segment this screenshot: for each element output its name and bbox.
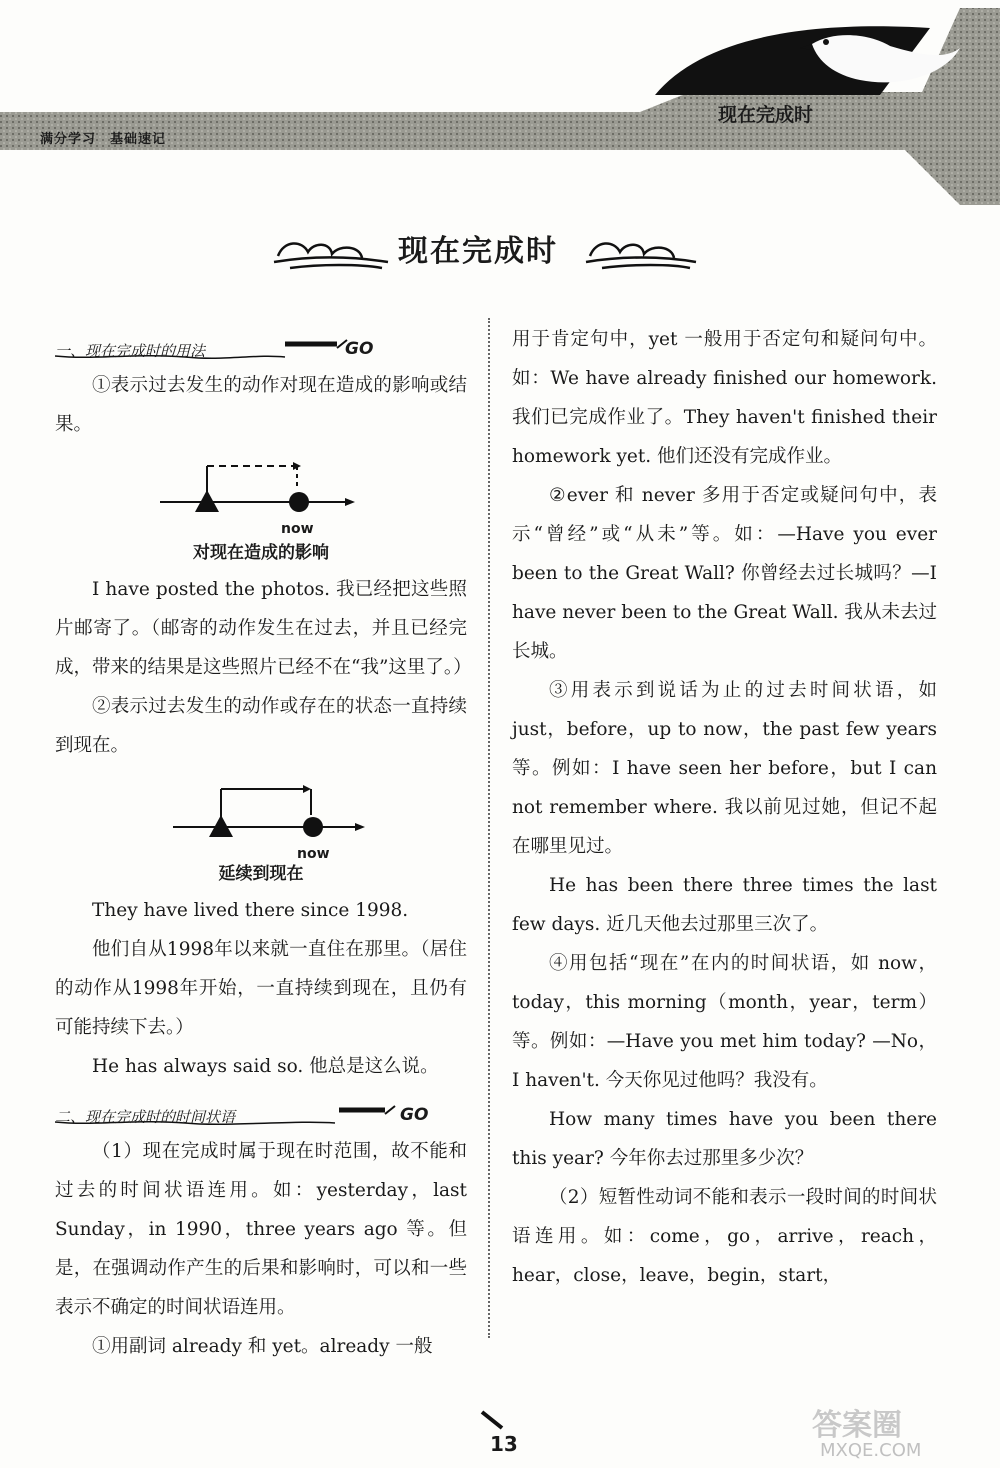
timeline-now-label: now xyxy=(281,521,314,537)
paragraph: ④用包括“现在”在内的时间状语，如 now，today，this morning（month，year，term）等。例如：—Have you met him today? —No，I haven't. 今天你见过他吗？我没有。 xyxy=(512,953,937,1091)
watermark-url: MXQE.COM xyxy=(820,1440,922,1461)
go-badge: GO xyxy=(345,339,374,359)
section-heading-usage xyxy=(55,326,467,366)
column-divider xyxy=(488,318,490,1338)
header-left-label: 满分学习 基础速记 xyxy=(40,132,167,147)
paragraph: （1）现在完成时属于现在时范围，故不能和过去的时间状语连用。如：yesterday，last Sunday，in 1990，three years ago 等。但是，在强调动作产生的后果和影响时，可以和一些表示不确定的时间状语连用。 xyxy=(55,1141,467,1318)
page-number: 13 xyxy=(490,1432,518,1456)
header-decoration xyxy=(0,0,1000,210)
paragraph: ③用表示到说话为止的过去时间状语，如 just，before，up to now，the past few years 等。例如：I have seen her before，but I can not remember where. 我以前见过她，但记不起在哪里见过。 xyxy=(512,680,937,857)
paragraph: （2）短暂性动词不能和表示一段时间的时间状语连用。如：come，go，arrive，reach，hear，close，leave，begin，start， xyxy=(512,1187,937,1286)
left-column xyxy=(55,320,472,1366)
section-heading-label: 一、现在完成时的用法 xyxy=(55,342,206,360)
timeline-now-label: now xyxy=(297,846,330,862)
paragraph: 他们自从1998年以来就一直住在那里。（居住的动作从1998年开始，一直持续到现在，且仍有可能持续下去。） xyxy=(55,939,467,1038)
go-badge: GO xyxy=(400,1105,429,1125)
title-block xyxy=(270,226,700,276)
paragraph: I have posted the photos. 我已经把这些照片邮寄了。（邮寄的动作发生在过去，并且已经完成，带来的结果是这些照片已经不在“我”这里了。） xyxy=(55,579,472,678)
diagram-caption: 对现在造成的影响 xyxy=(193,543,329,563)
right-column xyxy=(512,320,937,1295)
paragraph: He has always said so. 他总是这么说。 xyxy=(92,1056,439,1077)
section-heading-time-adverbials xyxy=(55,1092,467,1132)
page-title: 现在完成时 xyxy=(398,234,558,269)
watermark: 答案圈 xyxy=(812,1408,902,1443)
paragraph: ②表示过去发生的动作或存在的状态一直持续到现在。 xyxy=(55,696,467,756)
page-header xyxy=(0,0,1000,210)
paragraph: How many times have you been there this year? 今年你去过那里多少次？ xyxy=(512,1109,937,1169)
paragraph: ①用副词 already 和 yet。already 一般 xyxy=(92,1336,433,1357)
paragraph: He has been there three times the last few days. 近几天他去过那里三次了。 xyxy=(512,875,937,935)
timeline-diagram-result xyxy=(55,444,467,536)
paragraph: 用于肯定句中，yet 一般用于否定句和疑问句中。如：We have already finished our homework. 我们已完成作业了。They haven't finished their homework yet. 他们还没有完成作业。 xyxy=(512,329,937,467)
timeline-diagram-continue xyxy=(55,765,467,862)
section-heading-label: 二、现在完成时的时间状语 xyxy=(55,1108,236,1126)
paragraph: ②ever 和 never 多用于否定或疑问句中，表示“曾经”或“从未”等。如：—Have you ever been to the Great Wall? 你曾经去过长城吗？—I have never been to the Great Wall. 我从未去过长城。 xyxy=(512,485,937,662)
header-right-label: 现在完成时 xyxy=(718,104,814,126)
page-number-mark-icon xyxy=(478,1408,508,1432)
diagram-caption: 延续到现在 xyxy=(218,864,304,884)
paragraph: ①表示过去发生的动作对现在造成的影响或结果。 xyxy=(55,375,467,435)
paragraph: They have lived there since 1998. xyxy=(92,900,409,921)
